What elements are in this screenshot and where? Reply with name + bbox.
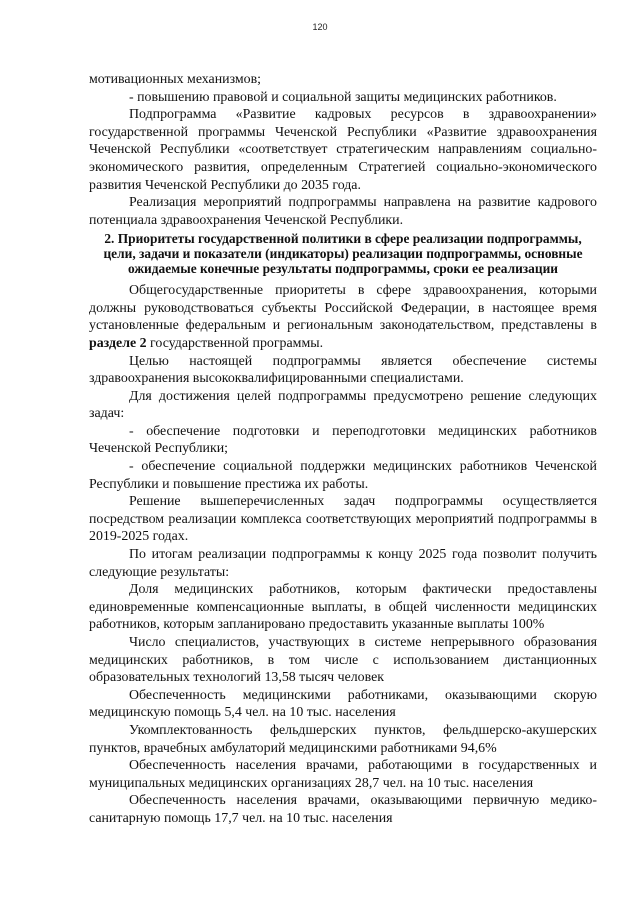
result-item: Доля медицинских работников, которым фактически предоставлены единовременные компенсационные выплаты, в общей численности медицинских работников, которым запланировано предоставить указанные выплаты 100% — [89, 582, 597, 633]
paragraph: Реализация мероприятий подпрограммы направлена на развитие кадрового потенциала здравоохранения Чеченской Республики. — [89, 195, 597, 228]
result-item: Обеспеченность населения врачами, оказывающими первичную медико-санитарную помощь 17,7 чел. на 10 тыс. населения — [89, 793, 597, 826]
list-item: - обеспечение подготовки и переподготовки медицинских работников Чеченской Республики; — [89, 423, 597, 457]
paragraph-text: государственной программы. — [146, 335, 324, 351]
page-content — [89, 71, 597, 828]
paragraph-text: Общегосударственные приоритеты в сфере здравоохранения, которыми должны руководствоваться субъекты Российской Федерации, в настоящее время установленные федеральным и региональным законодательством, представлены в — [89, 283, 597, 334]
paragraph: мотивационных механизмов; — [89, 72, 262, 87]
section-heading: 2. Приоритеты государственной политики в сфере реализации подпрограммы, цели, задачи и показатели (индикаторы) реализации подпрограммы, основные ожидаемые конечные результаты подпрограммы, сроки ее реализации — [103, 231, 583, 276]
page-number: 120 — [312, 22, 328, 32]
paragraph: Для достижения целей подпрограммы предусмотрено решение следующих задач: — [89, 388, 597, 422]
paragraph: Целью настоящей подпрограммы является обеспечение системы здравоохранения высококвалифицированными специалистами. — [89, 353, 597, 387]
result-item: Укомплектованность фельдшерских пунктов, фельдшерско-акушерских пунктов, врачебных амбулаторий медицинскими работниками 94,6% — [89, 722, 597, 756]
result-item: Обеспеченность медицинскими работниками, оказывающими скорую медицинскую помощь 5,4 чел. на 10 тыс. населения — [89, 687, 597, 721]
list-item: - обеспечение социальной поддержки медицинских работников Чеченской Республики и повышение престижа их работы. — [89, 459, 597, 492]
paragraph — [89, 282, 597, 352]
paragraph: Подпрограмма «Развитие кадровых ресурсов в здравоохранении» государственной программы Чеченской Республики «Развитие здравоохранения Чеченской Республики «соответствует стратегическим направлениям социально-экономического развития, определенным Стратегией социально-экономического развития Чеченской Республики до 2035 года. — [89, 107, 597, 193]
list-item: - повышению правовой и социальной защиты медицинских работников. — [129, 89, 557, 105]
paragraph: По итогам реализации подпрограммы к концу 2025 года позволит получить следующие результаты: — [89, 547, 597, 580]
result-item: Обеспеченность населения врачами, работающими в государственных и муниципальных медицинских организациях 28,7 чел. на 10 тыс. населения — [89, 758, 597, 791]
section-reference: разделе 2 — [89, 335, 147, 351]
paragraph: Решение вышеперечисленных задач подпрограммы осуществляется посредством реализации комплекса соответствующих мероприятий подпрограммы в 2019-2025 годах. — [89, 494, 597, 545]
result-item: Число специалистов, участвующих в системе непрерывного образования медицинских работников, в том числе с использованием дистанционных образовательных технологий 13,58 тысяч человек — [89, 635, 597, 686]
